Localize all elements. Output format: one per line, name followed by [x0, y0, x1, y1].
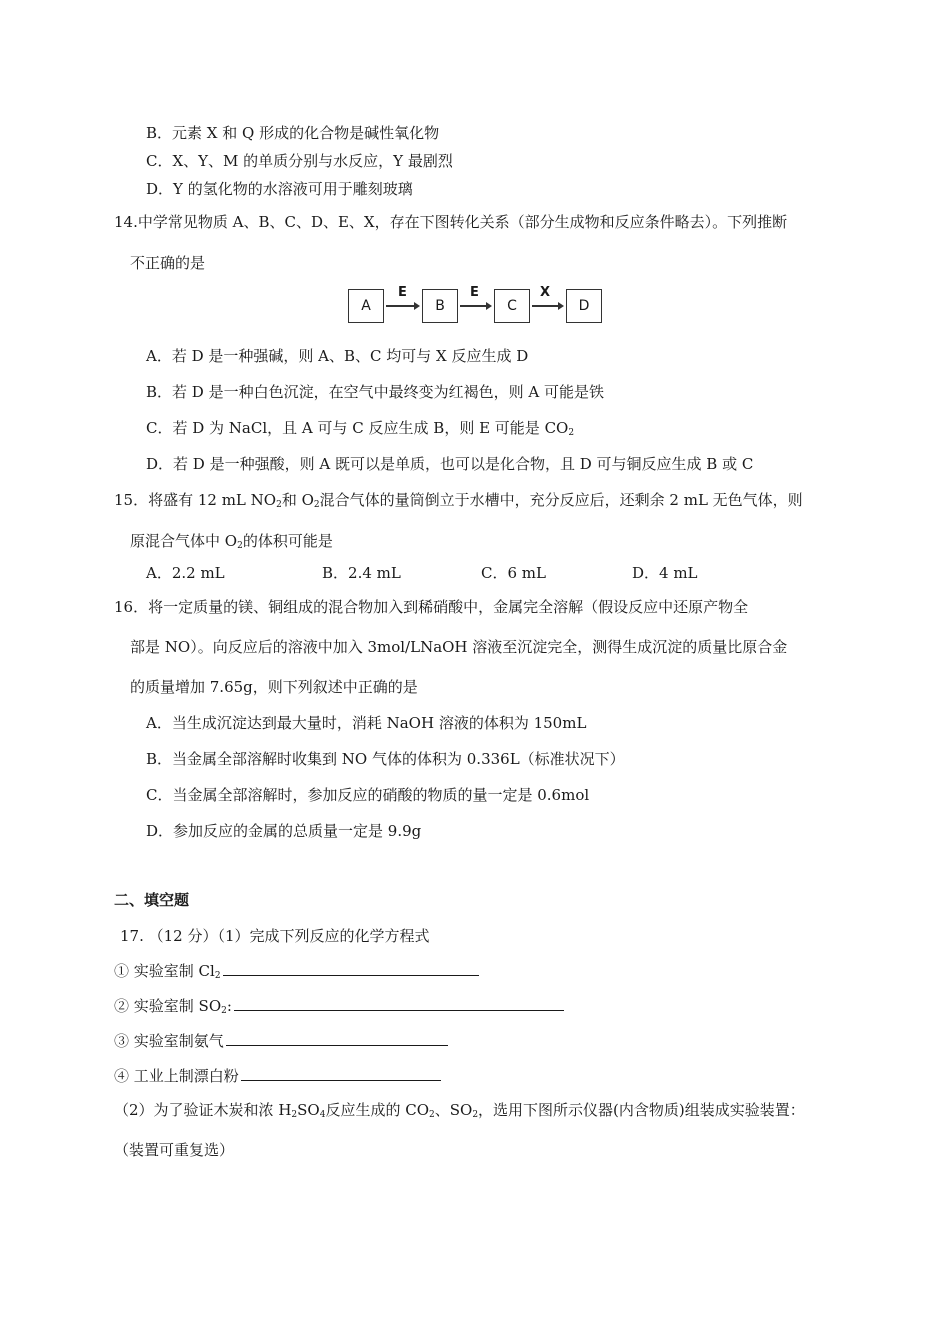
q15-option-d: D．4 mL — [632, 564, 698, 582]
answer-blank-2[interactable] — [234, 996, 564, 1011]
answer-blank-3[interactable] — [226, 1031, 448, 1046]
q17-part2-line2: （装置可重复选） — [114, 1141, 235, 1159]
diagram-arrow-label-1: E — [398, 285, 407, 300]
diagram-box-a: A — [348, 289, 384, 323]
section-heading: 二、填空题 — [114, 891, 190, 909]
q15-option-a: A．2.2 mL — [146, 564, 225, 582]
diagram-arrow-1 — [386, 305, 418, 307]
diagram-arrow-3 — [532, 305, 562, 307]
q15-option-b: B．2.4 mL — [322, 564, 401, 582]
q17-part2-line1: （2）为了验证木炭和浓 $H_2SO_4$反应生成的 $CO_2$、$SO_2$，选用下图所示仪器(内含物质)组装成实验装置： — [114, 1101, 805, 1120]
diagram-arrow-2 — [460, 305, 490, 307]
q13-option-d: D．Y 的氢化物的水溶液可用于雕刻玻璃 — [146, 180, 413, 198]
q14-transformation-diagram — [346, 287, 602, 327]
q16-stem-line2: 部是 NO）。向反应后的溶液中加入 3mol/LNaOH 溶液至沉淀完全，测得生成沉淀的质量比原合金 — [130, 638, 788, 656]
q14-option-a: A．若 D 是一种强碱，则 A、B、C 均可与 X 反应生成 D — [146, 347, 529, 365]
diagram-arrow-label-2: E — [470, 285, 479, 300]
q15-stem-line1: 15．将盛有 12 mL $NO_2$和 $O_2$混合气体的量筒倒立于水槽中，充分反应后，还剩余 2 mL 无色气体，则 — [114, 491, 803, 510]
q14-option-c: C．若 D 为 NaCl，且 A 可与 C 反应生成 B，则 E 可能是 $CO_2$ — [146, 419, 575, 438]
q16-stem-line3: 的质量增加 7.65g，则下列叙述中正确的是 — [130, 678, 418, 696]
q14-stem-line2: 不正确的是 — [130, 254, 206, 272]
q16-stem-line1: 16．将一定质量的镁、铜组成的混合物加入到稀硝酸中，金属完全溶解（假设反应中还原产物全 — [114, 598, 749, 616]
q13-option-b: B．元素 X 和 Q 形成的化合物是碱性氧化物 — [146, 124, 440, 142]
q17-item-2: ② 实验室制 $SO_2$: — [114, 996, 564, 1021]
q16-option-c: C．当金属全部溶解时，参加反应的硝酸的物质的量一定是 0.6mol — [146, 786, 590, 804]
q15-stem-line2: 原混合气体中 $O_2$的体积可能是 — [130, 532, 333, 551]
q16-option-b: B．当金属全部溶解时收集到 NO 气体的体积为 0.336L（标准状况下） — [146, 750, 625, 768]
q15-option-c: C．6 mL — [481, 564, 546, 582]
q13-option-c: C．X、Y、M 的单质分别与水反应，Y 最剧烈 — [146, 152, 453, 170]
q17-item-4: ④ 工业上制漂白粉 — [114, 1066, 441, 1086]
q17-item-1: ① 实验室制 $Cl_2$ — [114, 961, 479, 986]
q17-item-3: ③ 实验室制氨气 — [114, 1031, 448, 1051]
q14-stem-line1: 14.中学常见物质 A、B、C、D、E、X，存在下图转化关系（部分生成物和反应条件略去）。下列推断 — [114, 213, 788, 231]
q14-option-b: B．若 D 是一种白色沉淀，在空气中最终变为红褐色，则 A 可能是铁 — [146, 383, 604, 401]
diagram-arrow-label-3: X — [540, 285, 551, 300]
diagram-box-d: D — [566, 289, 602, 323]
q16-option-a: A．当生成沉淀达到最大量时，消耗 NaOH 溶液的体积为 150mL — [146, 714, 587, 732]
q17-stem: 17. （12 分）（1）完成下列反应的化学方程式 — [120, 927, 430, 945]
q16-option-d: D．参加反应的金属的总质量一定是 9.9g — [146, 822, 422, 840]
answer-blank-4[interactable] — [241, 1066, 441, 1081]
diagram-box-b: B — [422, 289, 458, 323]
q14-option-d: D．若 D 是一种强酸，则 A 既可以是单质，也可以是化合物，且 D 可与铜反应生成 B 或 C — [146, 455, 754, 473]
answer-blank-1[interactable] — [223, 961, 479, 976]
diagram-box-c: C — [494, 289, 530, 323]
